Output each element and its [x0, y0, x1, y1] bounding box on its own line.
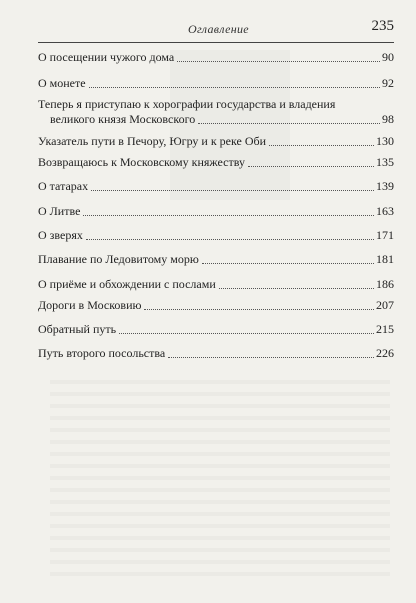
leader-dots [168, 357, 374, 358]
toc-entry-title: Обратный путь [38, 322, 117, 336]
toc-entry-title: Плавание по Ледовитому морю [38, 252, 199, 266]
running-title: Оглавление [188, 22, 249, 36]
toc-entry [38, 252, 394, 267]
toc-entry [38, 97, 394, 127]
toc-entry-page: 181 [376, 252, 394, 266]
toc-entry [38, 50, 394, 65]
toc-entry-page: 171 [376, 228, 394, 242]
toc-entry [38, 134, 394, 149]
toc-entry-title: О приёме и обхождении с послами [38, 277, 216, 291]
toc-entry-title: Возвращаюсь к Московскому княжеству [38, 155, 245, 169]
toc-entry-page: 135 [376, 155, 394, 169]
toc-entry [38, 155, 394, 170]
toc-entry-title: великого князя Московского [50, 112, 196, 126]
toc-entry-page: 226 [376, 346, 394, 360]
toc-entry-page: 90 [382, 50, 394, 64]
toc-entry-title-line1: Теперь я приступаю к хорографии государства и владения [38, 97, 336, 111]
toc-entry-title: О Литве [38, 204, 81, 218]
leader-dots [269, 145, 374, 146]
leader-dots [144, 309, 374, 310]
leader-dots [219, 288, 374, 289]
running-header [38, 20, 394, 43]
leader-dots [202, 263, 374, 264]
toc-entry-title: Путь второго посольства [38, 346, 166, 360]
toc-entry-page: 163 [376, 204, 394, 218]
toc-entry-page: 130 [376, 134, 394, 148]
toc-entry-title: Дороги в Московию [38, 298, 142, 312]
toc-entry [38, 277, 394, 292]
toc-entry [38, 179, 394, 194]
toc-entry-title: О татарах [38, 179, 89, 193]
bleed-through-text [50, 380, 390, 580]
toc-entry-page: 92 [382, 76, 394, 90]
leader-dots [91, 190, 374, 191]
toc-entry-page: 139 [376, 179, 394, 193]
toc-entry [38, 204, 394, 219]
toc-entry-page: 186 [376, 277, 394, 291]
toc-entry-title: Указатель пути в Печору, Югру и к реке Оби [38, 134, 267, 148]
toc-entry [38, 76, 394, 91]
toc-entry-title: О зверях [38, 228, 83, 242]
leader-dots [83, 215, 374, 216]
toc-entry [38, 298, 394, 313]
toc-entry [38, 346, 394, 361]
toc-entry [38, 228, 394, 243]
toc-entry-page: 207 [376, 298, 394, 312]
page-number: 235 [371, 18, 394, 34]
leader-dots [119, 333, 374, 334]
toc-entry-title: О монете [38, 76, 86, 90]
leader-dots [86, 239, 374, 240]
toc-entry-title: О посещении чужого дома [38, 50, 175, 64]
toc-entry-page: 98 [382, 112, 394, 126]
leader-dots [248, 166, 374, 167]
leader-dots [198, 123, 380, 124]
toc-entry [38, 322, 394, 337]
leader-dots [89, 87, 380, 88]
leader-dots [177, 61, 380, 62]
toc-entry-page: 215 [376, 322, 394, 336]
